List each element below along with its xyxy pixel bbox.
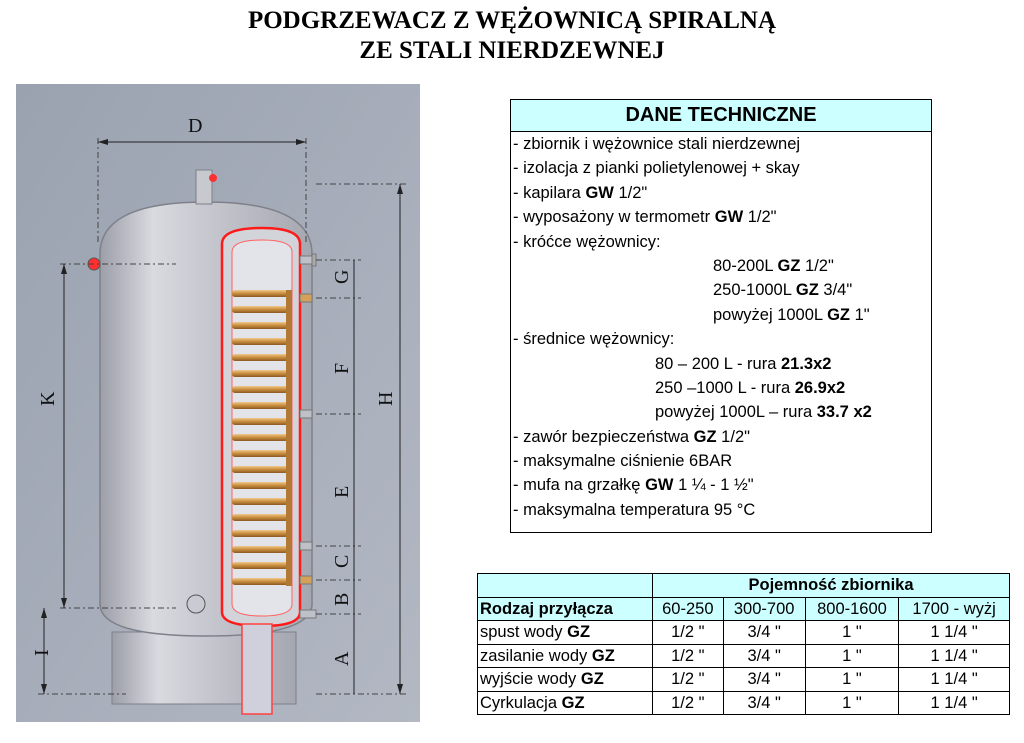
table-cell: 1 1/4 " <box>899 644 1010 668</box>
label-I: I <box>31 649 53 656</box>
connection-type-header: Rodzaj przyłącza <box>478 597 653 621</box>
technical-data-box <box>510 99 932 533</box>
spec-line: - zbiornik i wężownice stali nierdzewnej <box>513 135 801 153</box>
technical-data-list <box>511 132 931 522</box>
label-C: C <box>331 554 353 568</box>
table-cell: 3/4 " <box>723 644 805 668</box>
connection-name: wyjście wody GZ <box>478 668 653 692</box>
capacity-header: 1700 - wyżj <box>899 597 1010 621</box>
table-cell: 1/2 " <box>653 691 724 715</box>
capacity-header: 300-700 <box>723 597 805 621</box>
label-D: D <box>188 115 203 137</box>
table-cell: 3/4 " <box>723 668 805 692</box>
spec-line: - kapilara GW 1/2" <box>513 183 648 202</box>
label-E: E <box>331 485 353 498</box>
label-B: B <box>331 592 353 606</box>
spec-line: - mufa na grzałkę GW 1 ¼ - 1 ½" <box>513 476 754 495</box>
spec-line: - maksymalne ciśnienie 6BAR <box>513 452 733 471</box>
capacity-group-header: Pojemność zbiornika <box>653 574 1010 598</box>
spec-line: - króćce wężownicy: <box>513 232 661 251</box>
connection-name: Cyrkulacja GZ <box>478 691 653 715</box>
spec-line: - izolacja z pianki polietylenowej + skay <box>513 159 800 178</box>
label-K: K <box>37 391 59 406</box>
capacity-header: 800-1600 <box>805 597 899 621</box>
table-cell: 1/2 " <box>653 644 724 668</box>
table-row <box>478 691 1010 715</box>
page-subtitle: ZE STALI NIERDZEWNEJ <box>359 37 665 64</box>
table-cell: 1 " <box>805 668 899 692</box>
label-A: A <box>331 651 353 666</box>
table-row <box>478 668 1010 692</box>
connections-table <box>477 573 1010 715</box>
capacity-header: 60-250 <box>653 597 724 621</box>
table-row <box>478 621 1010 645</box>
spec-line: - zawór bezpieczeństwa GZ 1/2" <box>513 427 750 446</box>
connection-name: zasilanie wody GZ <box>478 644 653 668</box>
page-title: PODGRZEWACZ Z WĘŻOWNICĄ SPIRALNĄ <box>247 7 777 34</box>
table-cell: 1 " <box>805 691 899 715</box>
table-subheader-row <box>478 597 1010 621</box>
table-cell: 1 " <box>805 621 899 645</box>
top-connector-cap <box>209 174 217 182</box>
spec-line: 250-1000L GZ 3/4" <box>713 281 853 300</box>
spec-line: powyżej 1000L GZ 1" <box>713 305 870 324</box>
table-cell: 1/2 " <box>653 621 724 645</box>
spec-line: 80 – 200 L - rura 21.3x2 <box>655 354 832 373</box>
heater-socket <box>187 595 205 613</box>
table-cell: 1 1/4 " <box>899 691 1010 715</box>
table-cell: 1 1/4 " <box>899 668 1010 692</box>
spec-line: - maksymalna temperatura 95 °C <box>513 500 756 519</box>
table-header-row <box>478 574 1010 598</box>
technical-data-header: DANE TECHNICZNE <box>511 100 931 132</box>
table-cell: 1 1/4 " <box>899 621 1010 645</box>
spec-line: 250 –1000 L - rura 26.9x2 <box>655 378 846 397</box>
table-cell: 1/2 " <box>653 668 724 692</box>
top-connector <box>196 170 212 204</box>
table-cell: 3/4 " <box>723 621 805 645</box>
table-cell: 3/4 " <box>723 691 805 715</box>
spec-line: - wyposażony w termometr GW 1/2" <box>513 208 777 227</box>
connection-name: spust wody GZ <box>478 621 653 645</box>
spec-line: powyżej 1000L – rura 33.7 x2 <box>655 403 872 422</box>
label-F: F <box>331 362 353 374</box>
table-cell: 1 " <box>805 644 899 668</box>
table-corner <box>478 574 653 598</box>
spec-line: - średnice wężownicy: <box>513 330 675 349</box>
spec-line: 80-200L GZ 1/2" <box>713 256 834 275</box>
label-G: G <box>331 269 353 284</box>
table-row <box>478 644 1010 668</box>
tank-diagram <box>16 84 420 722</box>
label-H: H <box>375 391 397 406</box>
inner-drain-pipe <box>242 624 272 714</box>
